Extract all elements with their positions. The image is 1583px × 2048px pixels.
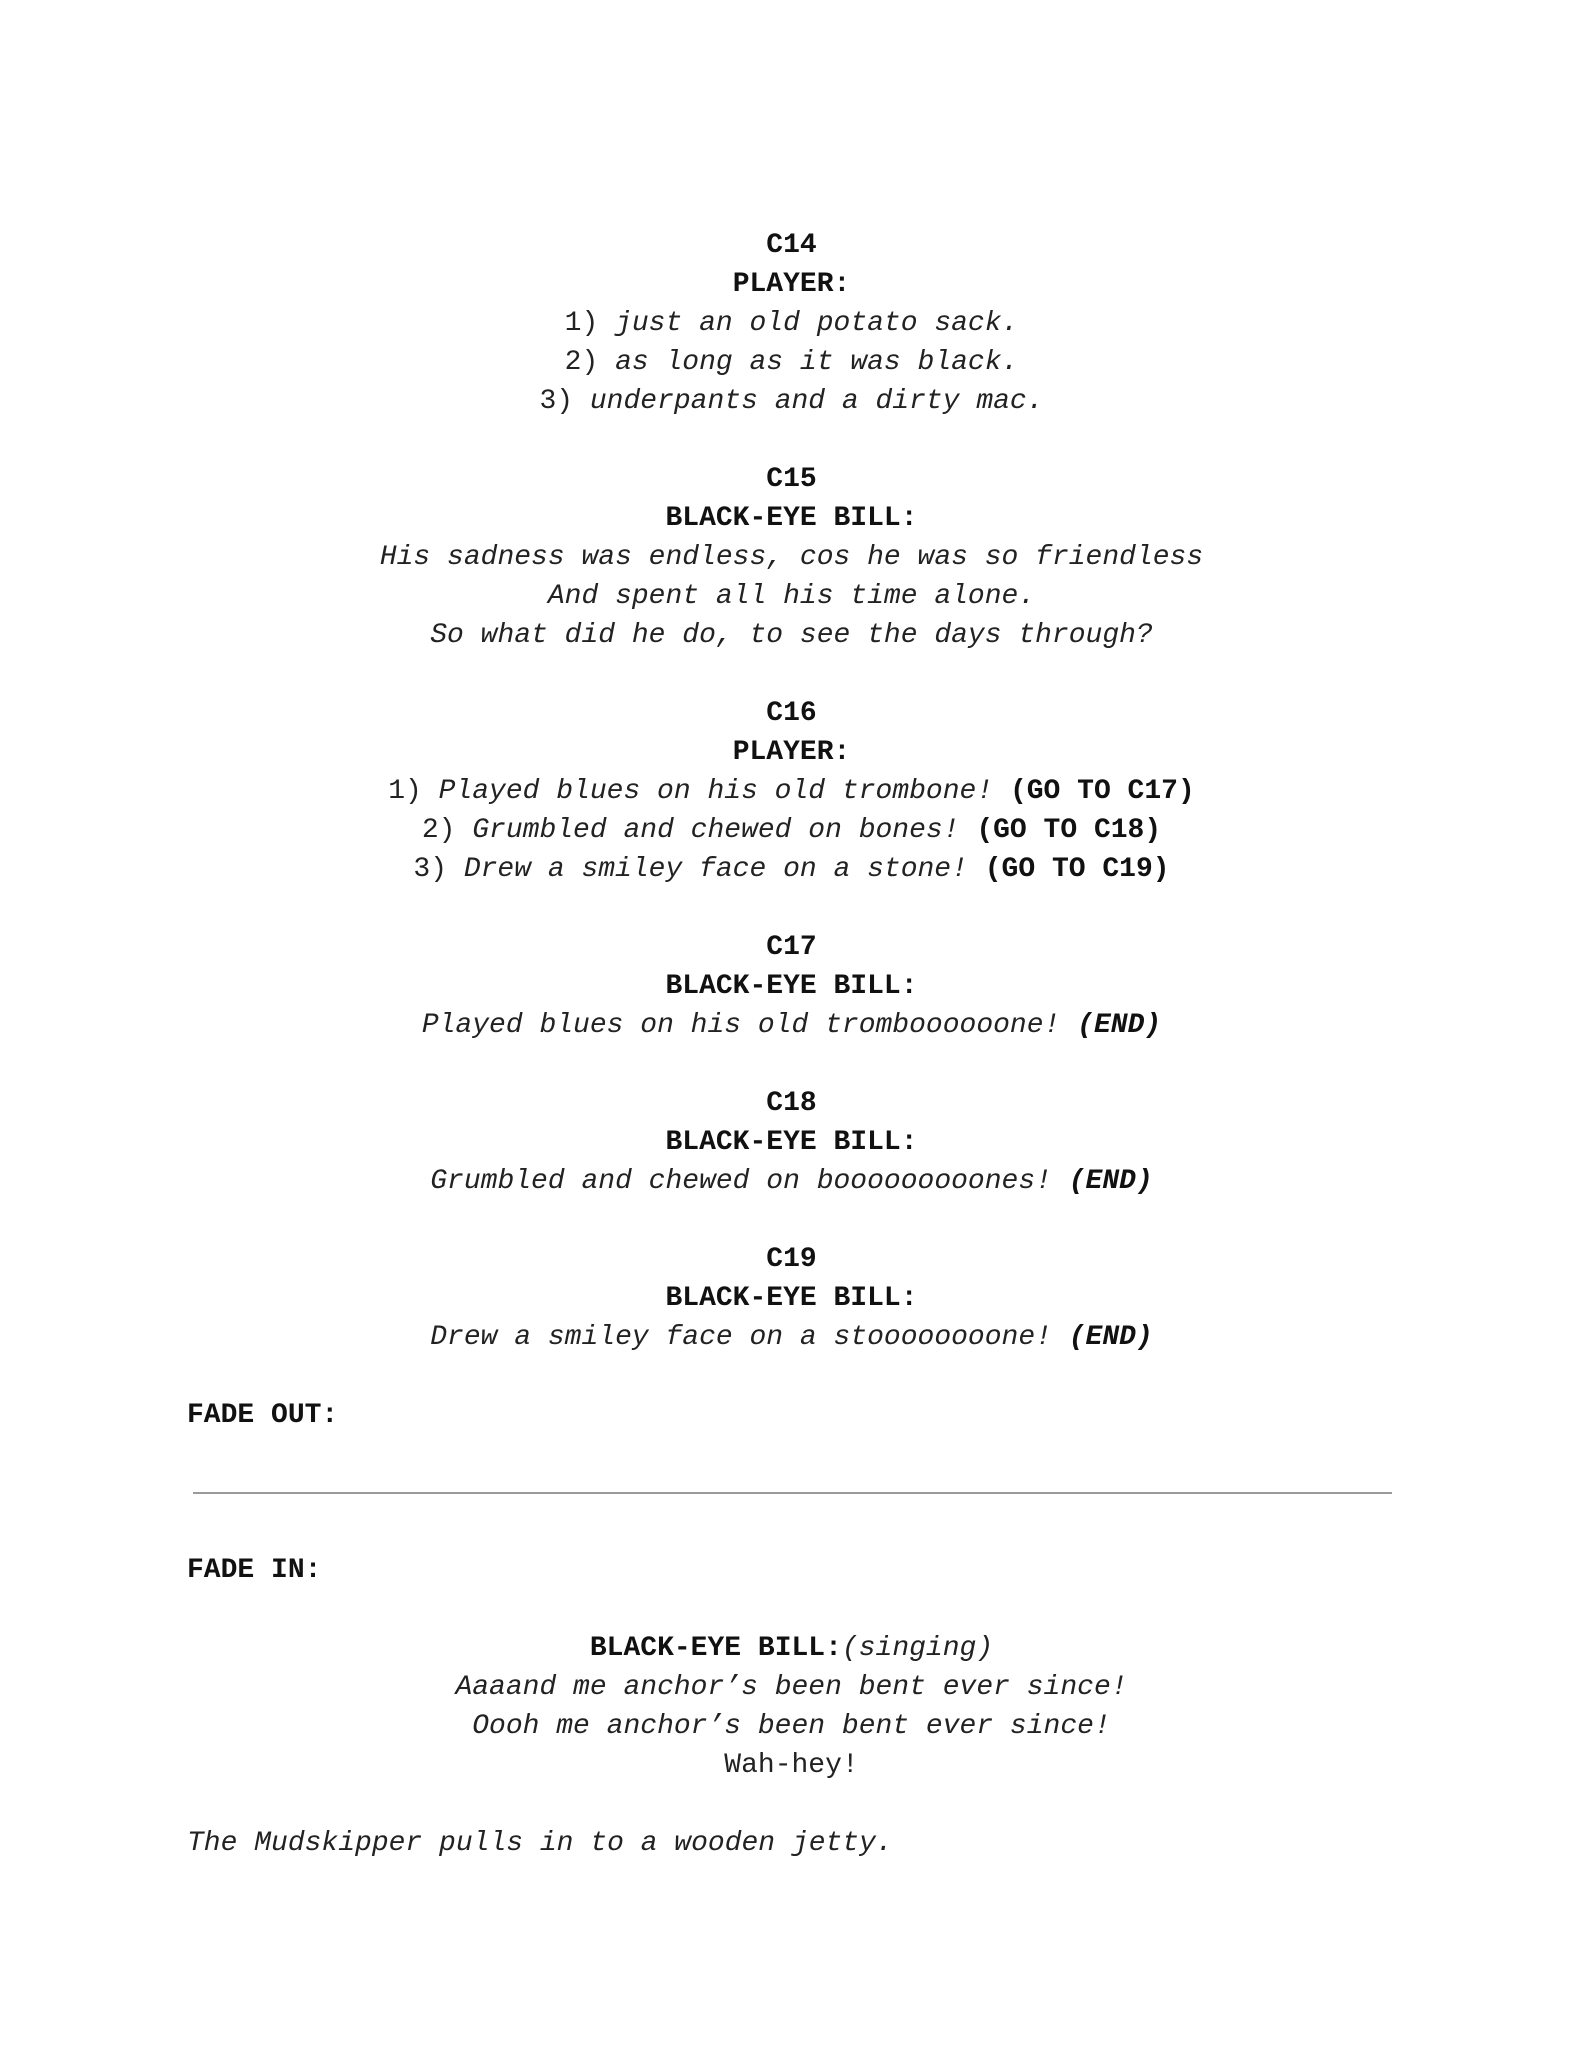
section-divider xyxy=(193,1492,1392,1494)
option-text: Drew a smiley face on a stone! xyxy=(463,854,968,885)
goto-label: (GO TO C18) xyxy=(976,815,1162,846)
option-text: just an old potato sack. xyxy=(615,308,1019,339)
song-exclaim: Wah-hey! xyxy=(724,1750,859,1781)
song-line: Oooh me anchor’s been bent ever since! xyxy=(472,1711,1111,1742)
dialogue-text: Drew a smiley face on a stoooooooone! xyxy=(430,1322,1052,1353)
parenthetical: (singing) xyxy=(841,1633,994,1664)
option-number: 1) xyxy=(388,776,422,807)
option-c14-3 xyxy=(0,382,1583,421)
end-label: (END) xyxy=(1077,1010,1162,1041)
transition-fade-in: FADE IN: xyxy=(187,1555,322,1586)
option-c16-3 xyxy=(0,850,1583,889)
option-c14-1 xyxy=(0,304,1583,343)
song-line: Aaaand me anchor’s been bent ever since! xyxy=(455,1672,1128,1703)
speaker-name: BLACK-EYE BILL: xyxy=(589,1633,842,1664)
speaker-c15: BLACK-EYE BILL: xyxy=(665,503,918,534)
action-line: The Mudskipper pulls in to a wooden jetty. xyxy=(187,1828,893,1859)
option-text: underpants and a dirty mac. xyxy=(589,386,1044,417)
option-number: 3) xyxy=(539,386,574,417)
scene-code-c18: C18 xyxy=(766,1088,817,1119)
scene-code-c16: C16 xyxy=(766,698,817,729)
scene-code-c15: C15 xyxy=(766,464,817,495)
dialogue-line: And spent all his time alone. xyxy=(547,581,1036,612)
dialogue-line-c18 xyxy=(0,1162,1583,1201)
speaker-song xyxy=(0,1629,1583,1668)
end-label: (END) xyxy=(1068,1322,1153,1353)
dialogue-line-c17 xyxy=(0,1006,1583,1045)
option-text: as long as it was black. xyxy=(615,347,1019,378)
goto-label: (GO TO C19) xyxy=(984,854,1170,885)
speaker-c14: PLAYER: xyxy=(732,269,851,300)
scene-code-c14: C14 xyxy=(766,230,817,261)
option-text: Grumbled and chewed on bones! xyxy=(472,815,960,846)
option-text: Played blues on his old trombone! xyxy=(438,776,994,807)
end-label: (END) xyxy=(1068,1166,1153,1197)
dialogue-text: Played blues on his old tromboooooone! xyxy=(421,1010,1061,1041)
option-c14-2 xyxy=(0,343,1583,382)
dialogue-text: Grumbled and chewed on booooooooones! xyxy=(430,1166,1052,1197)
dialogue-line-c19 xyxy=(0,1318,1583,1357)
option-number: 1) xyxy=(564,308,599,339)
option-c16-1 xyxy=(0,772,1583,811)
dialogue-line: So what did he do, to see the days through? xyxy=(430,620,1153,651)
speaker-c16: PLAYER: xyxy=(732,737,851,768)
dialogue-line: His sadness was endless, cos he was so friendless xyxy=(379,542,1204,573)
option-number: 2) xyxy=(421,815,456,846)
speaker-c17: BLACK-EYE BILL: xyxy=(665,971,918,1002)
speaker-c18: BLACK-EYE BILL: xyxy=(665,1127,918,1158)
option-number: 2) xyxy=(564,347,599,378)
speaker-c19: BLACK-EYE BILL: xyxy=(665,1283,918,1314)
scene-code-c17: C17 xyxy=(766,932,817,963)
option-c16-2 xyxy=(0,811,1583,850)
scene-code-c19: C19 xyxy=(766,1244,817,1275)
goto-label: (GO TO C17) xyxy=(1009,776,1195,807)
option-number: 3) xyxy=(413,854,448,885)
transition-fade-out: FADE OUT: xyxy=(187,1400,339,1431)
